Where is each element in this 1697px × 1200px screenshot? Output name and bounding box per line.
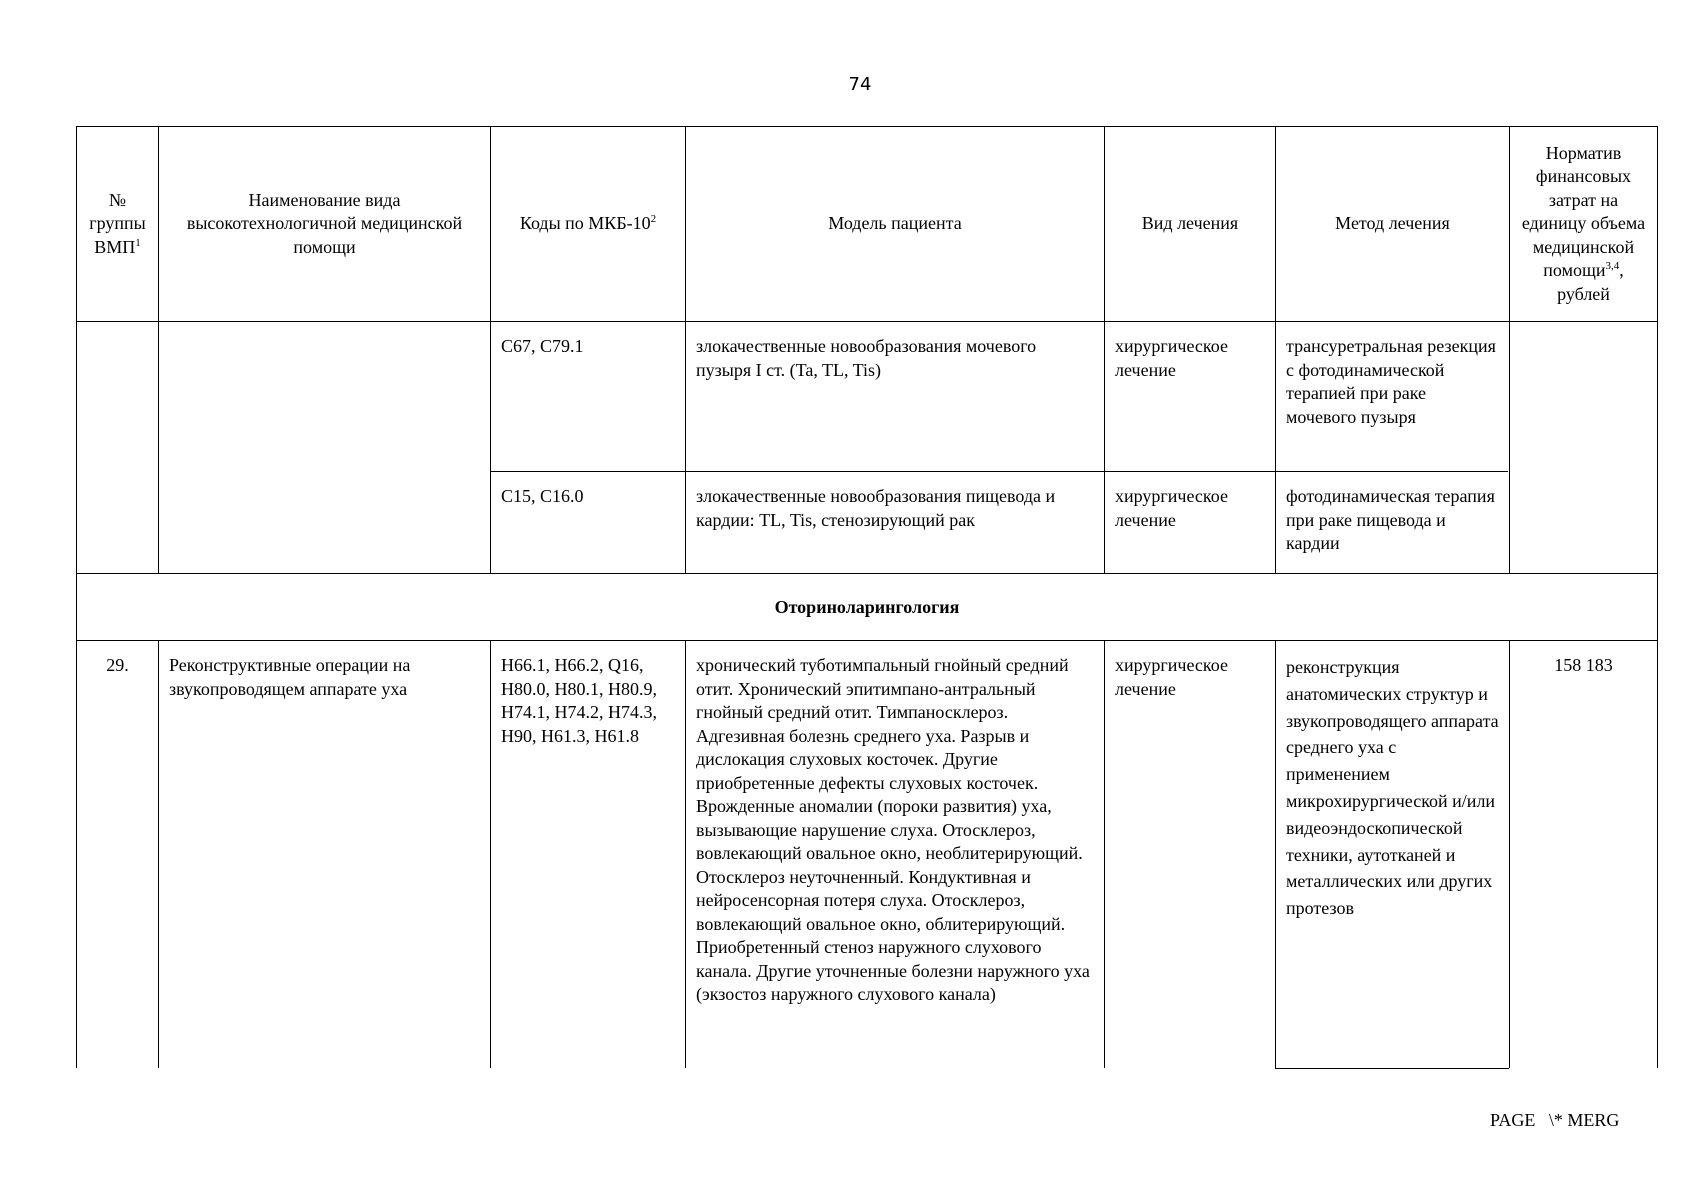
section-bottom-line	[76, 640, 1658, 641]
header-col-codes: Коды по МКБ-$10^2$	[519, 213, 657, 234]
row1-kind: хирургическое лечение	[1115, 336, 1228, 380]
row29-number: 29.	[106, 655, 129, 675]
row29-model: хронический туботимпальный гнойный средний отит. Хронический эпитимпано-антральный гнойный средний отит. Тимпаносклероз. Адгезивная болезнь среднего уха. Разрыв и дислокация слуховых косточек. Другие приобретенные дефекты слуховых косточек. Врожденные аномалии (пороки развития) уха, вызывающие нарушение слуха. Отосклероз, вовлекающий овальное окно, необлитерирующий. Отосклероз неуточненный. Кондуктивная и нейросенсорная потеря слуха. Отосклероз, вовлекающий овальное окно, облитерирующий. Приобретенный стеноз наружного слухового канала. Другие уточненные болезни наружного уха (экзостоз наружного слухового канала)	[696, 655, 1090, 1004]
footer-field-code: PAGE \* MERG	[1490, 1110, 1620, 1130]
col-divider	[158, 640, 159, 1068]
row1-method: трансуретральная резекция с фотодинамической терапией при раке мочевого пузыря	[1286, 336, 1496, 427]
row1-model: злокачественные новообразования мочевого пузыря I ст. (Ta, TL, Tis)	[696, 336, 1037, 380]
method-cell-bottom-line	[1275, 1068, 1509, 1069]
header-col-norm: Норматив финансовых затрат на единицу объема медицинской помощи$^{3,4}$, рублей	[1521, 142, 1646, 304]
row29-method: реконструкция анатомических структур и звукопроводящего аппарата среднего уха с применением микрохирургической и/или видеоэндоскопической техники, аутотканей и металлических или других протезов	[1286, 657, 1499, 919]
row1-codes: C67, C79.1	[501, 336, 584, 356]
row2-kind: хирургическое лечение	[1115, 486, 1228, 530]
row29-codes: H66.1, H66.2, Q16, H80.0, H80.1, H80.9, H74.1, H74.2, H74.3, H90, H61.3, H61.8	[501, 655, 657, 746]
row29-norm: 158 183	[1554, 655, 1613, 675]
table-border-right	[1657, 126, 1658, 1068]
header-col-kind: Вид лечения	[1141, 213, 1239, 234]
header-col-group: № группы ВМП$^1$	[89, 189, 146, 257]
row29-kind: хирургическое лечение	[1115, 655, 1228, 699]
row29-name: Реконструктивные операции на звукопроводящем аппарате уха	[169, 655, 411, 699]
row2-codes: C15, C16.0	[501, 486, 584, 506]
col-divider	[1104, 640, 1105, 1068]
block-bottom-line	[76, 573, 1658, 574]
header-col-method: Метод лечения	[1335, 213, 1450, 234]
header-col-name: Наименование вида высокотехнологичной медицинской помощи	[186, 189, 463, 257]
page-number: 74	[848, 74, 872, 95]
header-col-model: Модель пациента	[828, 213, 962, 234]
section-title: Оториноларингология	[774, 597, 960, 617]
row-separator	[490, 471, 1508, 472]
row2-model: злокачественные новообразования пищевода и кардии: TL, Tis, стенозирующий рак	[696, 486, 1056, 530]
col-divider	[1509, 640, 1510, 1068]
header-bottom-line	[76, 321, 1658, 322]
row2-method: фотодинамическая терапия при раке пищевода и кардии	[1286, 486, 1495, 553]
